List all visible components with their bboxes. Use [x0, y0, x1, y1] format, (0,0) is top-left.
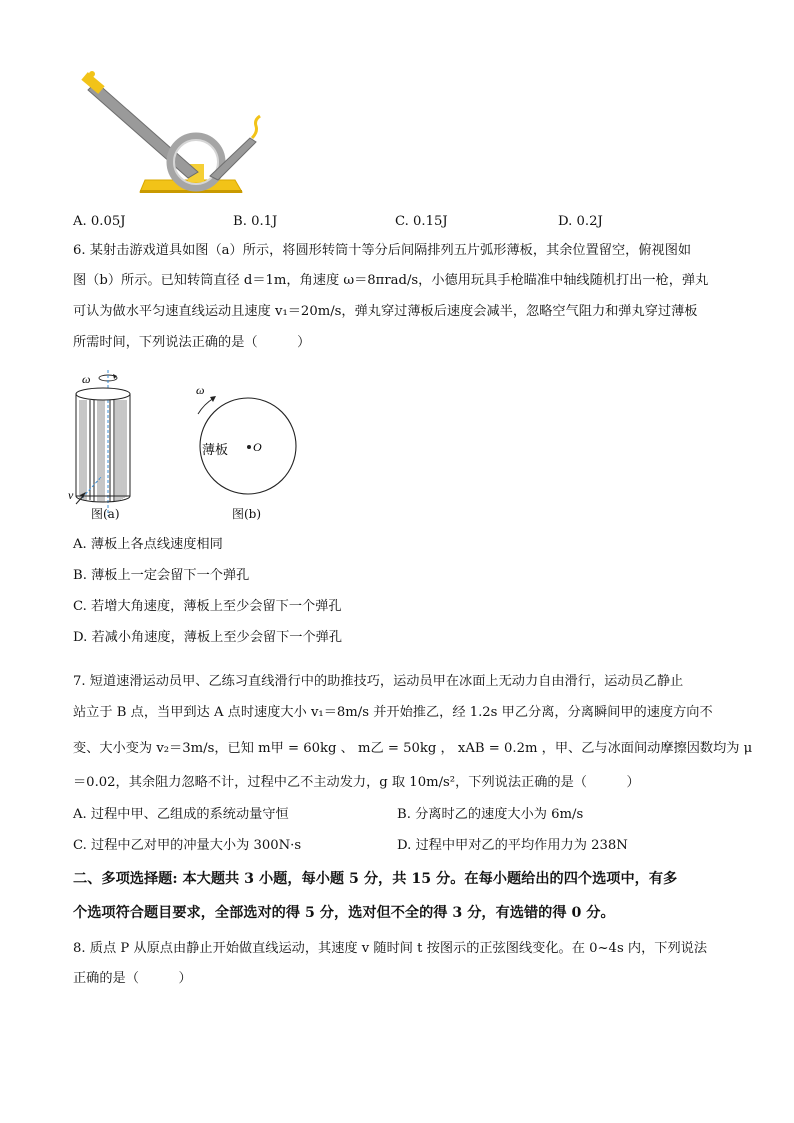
q6-line-4: 所需时间，下列说法正确的是（ ） — [73, 335, 311, 350]
q8-line-2: 正确的是（ ） — [73, 971, 192, 986]
q6-option-a: A. 薄板上各点线速度相同 — [73, 537, 223, 552]
fig-a-omega-label: ω — [82, 372, 91, 386]
q6-line-3: 可认为做水平匀速直线运动且速度 v₁＝20m/s，弹丸穿过薄板后速度会减半，忽略空气阻力和弹丸穿过薄板 — [73, 304, 698, 319]
fig-a-v-label: v — [68, 488, 74, 502]
q7-option-b: B. 分离时乙的速度大小为 6m/s — [397, 807, 584, 822]
q5-option-a: A. 0.05J — [73, 214, 126, 229]
section-2-heading-line-1: 二、多项选择题: 本大题共 3 小题，每小题 5 分，共 15 分。在每小题给出的四个选项中，有多 — [73, 871, 678, 887]
loop-track-figure — [70, 68, 270, 196]
q6-option-b: B. 薄板上一定会留下一个弹孔 — [73, 568, 250, 583]
q7-line-2: 站立于 B 点，当甲到达 A 点时速度大小 v₁＝8m/s 并开始推乙，经 1.2s 甲乙分离，分离瞬间甲的速度方向不 — [73, 705, 713, 720]
fig-b-omega-label: ω — [196, 383, 205, 397]
q6-option-d: D. 若减小角速度，薄板上至少会留下一个弹孔 — [73, 630, 343, 645]
q7-line-3: 变、大小变为 v₂＝3m/s，已知 m甲 = 60kg 、 m乙 = 50kg ， xAB = 0.2m ，甲、乙与冰面间动摩擦因数均为 μ — [73, 741, 753, 756]
q6-line-1: 6. 某射击游戏道具如图（a）所示，将圆形转筒十等分后间隔排列五片弧形薄板，其余位置留空，俯视图如 — [73, 243, 692, 258]
q5-option-d: D. 0.2J — [558, 214, 603, 229]
q6-option-c: C. 若增大角速度，薄板上至少会留下一个弹孔 — [73, 599, 342, 614]
figure-b-topview — [190, 376, 302, 502]
q5-option-c: C. 0.15J — [395, 214, 448, 229]
q7-option-a: A. 过程中甲、乙组成的系统动量守恒 — [73, 807, 289, 822]
q7-line-1: 7. 短道速滑运动员甲、乙练习直线滑行中的助推技巧，运动员甲在冰面上无动力自由滑行，运动员乙静止 — [73, 674, 684, 689]
figure-a-caption: 图(a) — [91, 507, 120, 521]
figure-b-caption: 图(b) — [232, 507, 262, 521]
q8-line-1: 8. 质点 P 从原点由静止开始做直线运动，其速度 v 随时间 t 按图示的正弦图线变化。在 0~4s 内，下列说法 — [73, 941, 708, 956]
q6-line-2: 图（b）所示。已知转筒直径 d＝1m，角速度 ω＝8πrad/s，小德用玩具手枪瞄准中轴线随机打出一枪，弹丸 — [73, 273, 709, 288]
fig-b-center-label: O — [253, 440, 262, 454]
q5-option-b: B. 0.1J — [233, 214, 278, 229]
q7-option-d: D. 过程中甲对乙的平均作用力为 238N — [397, 838, 628, 853]
fig-b-plate-label: 薄板 — [202, 442, 229, 457]
q7-line-4: ＝0.02，其余阻力忽略不计，过程中乙不主动发力，g 取 10m/s²，下列说法正确的是（ ） — [73, 775, 640, 790]
section-2-heading-line-2: 个选项符合题目要求，全部选对的得 5 分，选对但不全的得 3 分，有选错的得 0 分。 — [73, 905, 615, 921]
figure-a-cylinder — [68, 368, 134, 526]
q7-option-c: C. 过程中乙对甲的冲量大小为 300N·s — [73, 838, 302, 853]
